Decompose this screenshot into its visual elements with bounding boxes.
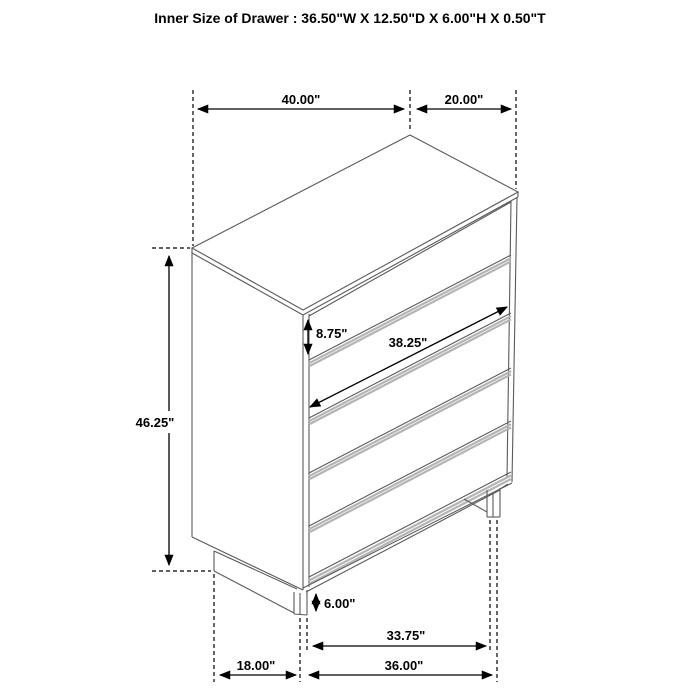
top-depth-label: 20.00" [444, 92, 484, 107]
cabinet-bottom-rail [303, 472, 512, 592]
base-width-label: 36.00" [384, 658, 424, 673]
rear-left-base [214, 551, 297, 613]
drawer-face-height-label: 8.75" [316, 326, 348, 341]
drawer-width-label: 38.25" [388, 335, 428, 350]
overall-height-label: 46.25" [135, 415, 175, 430]
diagram-title: Inner Size of Drawer : 36.50"W X 12.50"D X 6.00"H X 0.50"T [154, 10, 546, 26]
cabinet [192, 135, 518, 615]
leg-height-label: 6.00" [324, 596, 356, 611]
base-inner-width-label: 33.75" [386, 628, 426, 643]
base-depth-label: 18.00" [236, 658, 276, 673]
front-left-leg [294, 590, 307, 615]
cabinet-top-face [192, 135, 518, 315]
top-width-label: 40.00" [281, 92, 321, 107]
cabinet-side-panel [192, 253, 303, 590]
